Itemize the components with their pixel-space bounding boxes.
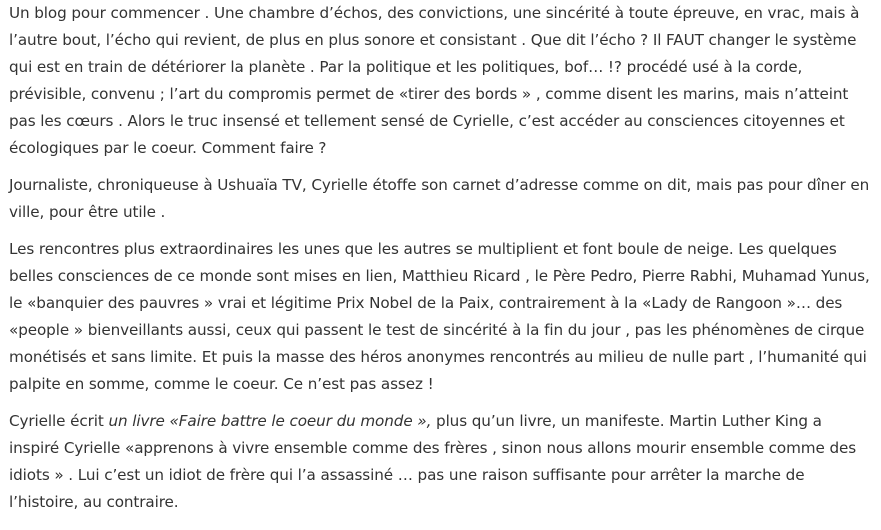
paragraph-encounters: Les rencontres plus extraordinaires les unes que les autres se multiplient et font boule de neige. Les quelques belles consciences de ce monde sont mises en lien, Matthieu Ricard , le Père Pedro, Pierre Rabhi, Muhamad Yunus, le «banquier des pauvres » vrai et légitime Prix Nobel de la Paix, contrairement à la «Lady de Rangoon »… des «people » bienveillants aussi, ceux qui passent le test de sincérité à la fin du jour , pas les phénomènes de cirque monétisés et sans limite. Et puis la masse des héros anonymes rencontrés au milieu de nulle part , l’humanité qui palpite en somme, comme le coeur. Ce n’est pas assez ! bbox=[9, 240, 870, 393]
book-title: un livre «Faire battre le coeur du monde », bbox=[108, 412, 432, 430]
paragraph-book-rest: plus qu’un livre, un manifeste. Martin Luther King a inspiré Cyrielle «apprenons à vivre ensemble comme des frères , sinon nous allons mourir ensemble comme des idiots » . Lui c’est un idiot de frère qui l’a assassiné … pas une raison suffisante pour arrêter la marche de l’histoire, au contraire. bbox=[9, 412, 857, 511]
paragraph-book-intro: Cyrielle écrit bbox=[9, 412, 109, 430]
paragraph-journalist: Journaliste, chroniqueuse à Ushuaïa TV, Cyrielle étoffe son carnet d’adresse comme on dit, mais pas pour dîner en ville, pour être utile . bbox=[9, 176, 870, 221]
paragraph-book bbox=[9, 408, 875, 516]
paragraph-blog-intro: Un blog pour commencer . Une chambre d’échos, des convictions, une sincérité à toute épreuve, en vrac, mais à l’autre bout, l’écho qui revient, de plus en plus sonore et consistant . Que dit l’écho ? Il FAUT changer le système qui est en train de détériorer la planète . Par la politique et les politiques, bof… !? procédé usé à la corde, prévisible, convenu ; l’art du compromis permet de «tirer des bords » , comme disent les marins, mais n’atteint pas les cœurs . Alors le truc insensé et tellement sensé de Cyrielle, c’est accéder au consciences citoyennes et écologiques par le coeur. Comment faire ? bbox=[9, 4, 860, 157]
article-body bbox=[9, 0, 875, 526]
